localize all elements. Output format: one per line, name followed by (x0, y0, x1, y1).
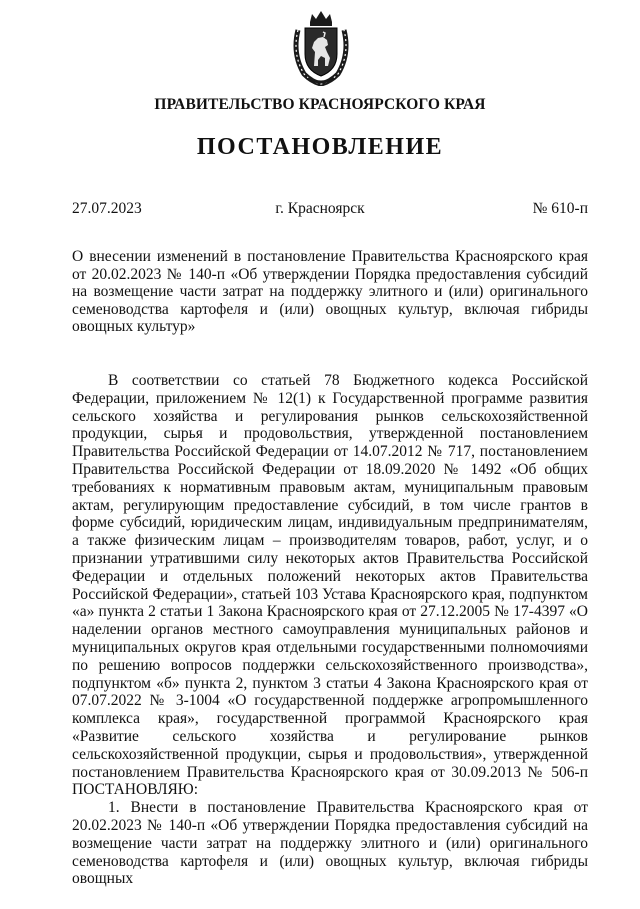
document-body (72, 372, 588, 888)
government-title: ПРАВИТЕЛЬСТВО КРАСНОЯРСКОГО КРАЯ (154, 96, 486, 113)
document-number: № 610-п (532, 200, 588, 217)
document-date: 27.07.2023 (72, 200, 142, 217)
preamble-paragraph: В соответствии со статьей 78 Бюджетного кодекса Российской Федерации, приложением № 12(1) к Государственной программе развития сельского хозяйства и регулирования рынков сельскохозяйственной продукции, сырья и продовольствия, утвержденной постановлением Правительства Российской Федерации от 14.07.2012 № 717, постановлением Правительства Российской Федерации от 18.09.2020 № 1492 «Об общих требованиях к нормативным правовым актам, муниципальным правовым актам, регулирующим предоставление субсидий, в том числе грантов в форме субсидий, юридическим лицам, индивидуальным предпринимателям, а также физическим лицам – производителям товаров, работ, услуг, и о признании утратившими силу некоторых актов Правительства Российской Федерации и отдельных положений некоторых актов Правительства Российской Федерации», статьей 103 Устава Красноярского края, подпунктом «а» пункта 2 статьи 1 Закона Красноярского края от 27.12.2005 № 17-4397 «О наделении органов местного самоуправления муниципальных районов и муниципальных округов края отдельными государственными полномочиями по решению вопросов поддержки сельскохозяйственного производства», подпунктом «б» пункта 2, пунктом 3 статьи 4 Закона Красноярского края от 07.07.2022 № 3-1004 «О государственной поддержке агропромышленного комплекса края», государственной программой Красноярского края «Развитие сельского хозяйства и регулирование рынков сельскохозяйственной продукции, сырья и продовольствия», утвержденной постановлением Правительства Красноярского края от 30.09.2013 № 506-п ПОСТАНОВЛЯЮ: (72, 372, 588, 799)
item-1-paragraph: 1. Внести в постановление Правительства Красноярского края от 20.02.2023 № 140-п «Об утверждении Порядка предоставления субсидий на возмещение части затрат на поддержку элитного и (или) оригинального семеноводства картофеля и (или) овощных культур, включая гибриды овощных (72, 799, 588, 888)
document-city: г. Красноярск (275, 200, 365, 217)
document-type-title: ПОСТАНОВЛЕНИЕ (196, 134, 444, 160)
krasnoyarsk-coat-of-arms-icon (290, 8, 352, 86)
document-subject: О внесении изменений в постановление Правительства Красноярского края от 20.02.2023 № 140-п «Об утверждении Порядка предоставления субсидий на возмещение части затрат на поддержку элитного и (или) оригинального семеноводства картофеля и (или) овощных культур, включая гибриды овощных культур» (72, 248, 588, 336)
